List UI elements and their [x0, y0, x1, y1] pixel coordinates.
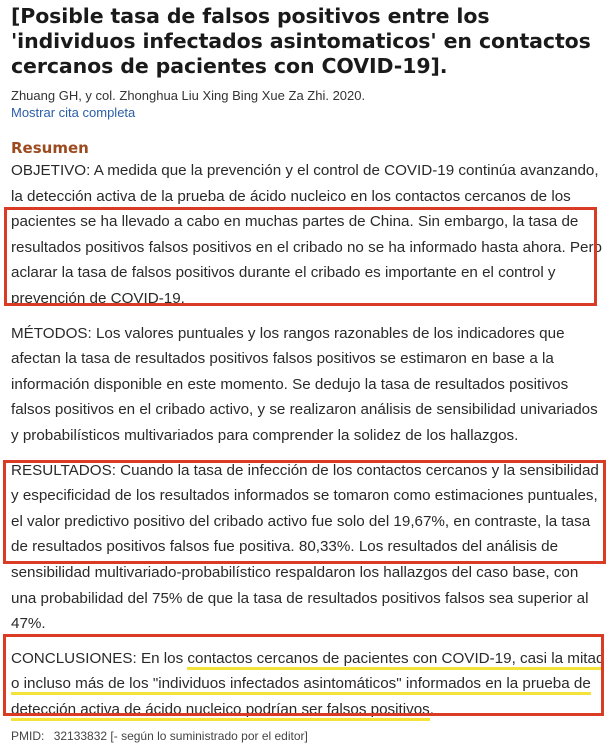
abstract-objetivo: OBJETIVO: A medida que la prevención y el control de COVID-19 continúa avanzando, la detección activa de la prueba de ácido nucleico en los contactos cercanos de los pacientes se ha llevado a cabo en muchas partes de China. Sin embargo, la tasa de resultados positivos falsos positivos en el cribado no se ha informado hasta ahora. Pero aclarar la tasa de falsos positivos durante el cribado es importante en el control y prevención de COVID-19.	[11, 162, 602, 307]
conclusiones-prefix: CONCLUSIONES: En los	[11, 649, 188, 667]
conclusiones-highlighted-text: contactos cercanos de pacientes con COVID-19, casi la mitad o incluso más de los "individuos infectados asintomáticos" informados en la prueba de detección activa de ácido nucleico podrían ser falsos positivos	[11, 650, 604, 721]
abstract-heading: Resumen	[11, 139, 89, 157]
abstract-conclusiones	[11, 646, 607, 723]
abstract-resultados: RESULTADOS: Cuando la tasa de infección de los contactos cercanos y la sensibilidad y especificidad de los resultados informados se tomaron como estimaciones puntuales, el valor predictivo positivo del cribado activo fue solo del 19,67%, en contraste, la tasa de resultados positivos falsos fue positiva. 80,33%. Los resultados del análisis de sensibilidad multivariado-probabilístico respaldaron los hallazgos del caso base, con una probabilidad del 75% de que la tasa de resultados positivos falsos sea superior al 47%.	[11, 461, 599, 633]
abstract-body	[11, 158, 607, 722]
pmid-label: PMID:	[11, 729, 45, 744]
article-title: [Posible tasa de falsos positivos entre los 'individuos infectados asintomaticos' en contactos cercanos de pacientes con COVID-19].	[11, 4, 591, 78]
article-citation: Zhuang GH, y col. Zhonghua Liu Xing Bing Xue Za Zhi. 2020.	[11, 88, 366, 103]
show-full-citation-link[interactable]: Mostrar cita completa	[11, 105, 136, 120]
conclusiones-suffix: .	[429, 700, 434, 718]
abstract-metodos: MÉTODOS: Los valores puntuales y los rangos razonables de los indicadores que afectan la tasa de resultados positivos falsos positivos se estimaron en base a la información disponible en este momento. Se dedujo la tasa de resultados positivos falsos positivos en el cribado activo, y se realizaron análisis de sensibilidad univariados y probabilísticos multivariados para comprender la solidez de los hallazgos.	[11, 324, 598, 444]
article-page	[11, 0, 607, 744]
pmid-value: 32133832	[53, 729, 108, 744]
pmid-line	[11, 728, 607, 744]
pmid-note: [- según lo suministrado por el editor]	[110, 729, 308, 744]
